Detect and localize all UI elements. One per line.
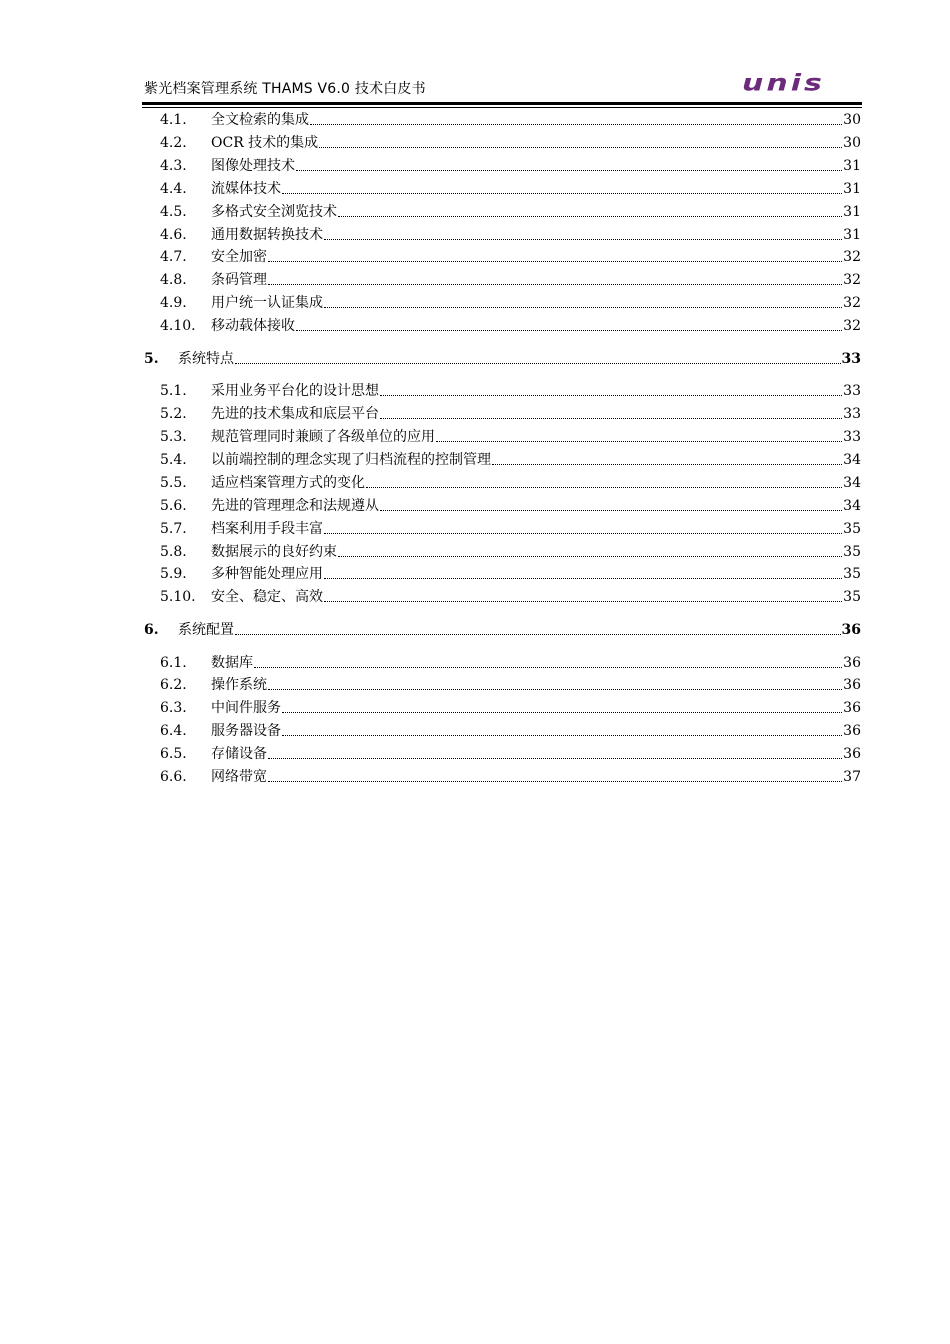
unis-logo: unis [742, 69, 825, 97]
toc-entry-page: 36 [843, 655, 861, 671]
toc-dot-leader [282, 711, 842, 713]
toc-dot-leader [282, 734, 842, 736]
toc-dot-leader [380, 417, 842, 419]
toc-entry[interactable] [160, 316, 861, 336]
toc-entry[interactable] [160, 225, 861, 245]
toc-dot-leader [324, 577, 842, 579]
toc-entry[interactable] [160, 675, 861, 695]
toc-entry-page: 36 [843, 700, 861, 716]
toc-entry-number: 4.8. [160, 272, 187, 288]
toc-entry[interactable] [160, 293, 861, 313]
toc-entry[interactable] [160, 653, 861, 673]
toc-entry[interactable] [160, 247, 861, 267]
toc-entry-title: 移动载体接收 [211, 318, 295, 334]
toc-dot-leader [324, 306, 842, 308]
toc-entry-page: 31 [843, 227, 861, 243]
toc-entry-number: 5.9. [160, 566, 187, 582]
toc-entry[interactable] [160, 698, 861, 718]
toc-entry-page: 36 [841, 622, 861, 638]
toc-entry-title: 多格式安全浏览技术 [211, 204, 337, 220]
toc-entry-title: 规范管理同时兼顾了各级单位的应用 [211, 429, 435, 445]
toc-entry-page: 33 [843, 383, 861, 399]
toc-entry-number: 5.4. [160, 452, 187, 468]
toc-entry-title: 用户统一认证集成 [211, 295, 323, 311]
toc-entry-page: 34 [843, 452, 861, 468]
toc-entry[interactable] [160, 404, 861, 424]
toc-entry-title: 存储设备 [211, 746, 267, 762]
toc-dot-leader [380, 394, 842, 396]
toc-entry-number: 6.4. [160, 723, 187, 739]
toc-entry[interactable] [160, 427, 861, 447]
toc-dot-leader [268, 780, 842, 782]
toc-dot-leader [268, 260, 842, 262]
toc-entry-page: 35 [843, 521, 861, 537]
toc-entry-title: 操作系统 [211, 677, 267, 693]
toc-dot-leader [324, 600, 842, 602]
toc-entry-title: 图像处理技术 [211, 158, 295, 174]
toc-entry-title: 适应档案管理方式的变化 [211, 475, 365, 491]
toc-entry-title: 网络带宽 [211, 769, 267, 785]
toc-entry-page: 35 [843, 589, 861, 605]
toc-entry-page: 33 [843, 406, 861, 422]
toc-dot-leader [338, 215, 842, 217]
toc-entry[interactable] [160, 156, 861, 176]
toc-entry[interactable] [160, 270, 861, 290]
toc-entry-title: 档案利用手段丰富 [211, 521, 323, 537]
toc-dot-leader [296, 329, 842, 331]
toc-entry-page: 32 [843, 318, 861, 334]
toc-entry[interactable] [160, 542, 861, 562]
toc-entry-page: 32 [843, 272, 861, 288]
toc-entry[interactable] [160, 473, 861, 493]
toc-entry-number: 5.8. [160, 544, 187, 560]
toc-entry-title: 服务器设备 [211, 723, 281, 739]
toc-entry-number: 4.3. [160, 158, 187, 174]
toc-entry[interactable] [160, 519, 861, 539]
toc-entry-page: 36 [843, 746, 861, 762]
toc-entry-number: 4.2. [160, 135, 187, 151]
toc-chapter-entry[interactable] [144, 349, 861, 369]
toc-entry-page: 33 [843, 429, 861, 445]
toc-entry[interactable] [160, 564, 861, 584]
toc-entry[interactable] [160, 587, 861, 607]
toc-entry-page: 32 [843, 249, 861, 265]
toc-entry-number: 5.6. [160, 498, 187, 514]
toc-entry-number: 6.3. [160, 700, 187, 716]
toc-entry-title: 数据展示的良好约束 [211, 544, 337, 560]
toc-entry-title: 流媒体技术 [211, 181, 281, 197]
toc-entry-page: 34 [843, 498, 861, 514]
toc-entry[interactable] [160, 450, 861, 470]
toc-entry-number: 4.4. [160, 181, 187, 197]
toc-entry[interactable] [160, 767, 861, 787]
toc-entry-title: 全文检索的集成 [211, 112, 309, 128]
toc-entry-number: 4.5. [160, 204, 187, 220]
toc-entry-number: 6.1. [160, 655, 187, 671]
toc-entry-title: 安全、稳定、高效 [211, 589, 323, 605]
toc-entry-number: 4.1. [160, 112, 187, 128]
toc-entry-number: 5.5. [160, 475, 187, 491]
toc-entry-page: 35 [843, 544, 861, 560]
toc-entry-number: 4.7. [160, 249, 187, 265]
toc-entry[interactable] [160, 133, 861, 153]
toc-dot-leader [268, 688, 842, 690]
toc-dot-leader [254, 666, 842, 668]
toc-entry-page: 31 [843, 158, 861, 174]
toc-entry-page: 34 [843, 475, 861, 491]
toc-entry-page: 31 [843, 204, 861, 220]
toc-entry-number: 4.6. [160, 227, 187, 243]
toc-entry-page: 30 [843, 135, 861, 151]
toc-entry-number: 5.3. [160, 429, 187, 445]
toc-entry-number: 4.10. [160, 318, 196, 334]
toc-entry-title: 数据库 [211, 655, 253, 671]
toc-entry[interactable] [160, 496, 861, 516]
header-rule-thin [142, 107, 862, 108]
toc-entry-page: 30 [843, 112, 861, 128]
toc-entry-number: 6.6. [160, 769, 187, 785]
toc-dot-leader [338, 555, 842, 557]
toc-entry-number: 5.2. [160, 406, 187, 422]
toc-entry[interactable] [160, 721, 861, 741]
toc-entry-title: 中间件服务 [211, 700, 281, 716]
toc-entry-title: 系统特点 [178, 351, 234, 367]
toc-entry-title: 安全加密 [211, 249, 267, 265]
toc-dot-leader [310, 123, 842, 125]
toc-dot-leader [282, 192, 842, 194]
toc-dot-leader [268, 757, 842, 759]
toc-entry-title: 通用数据转换技术 [211, 227, 323, 243]
toc-entry-title: 采用业务平台化的设计思想 [211, 383, 379, 399]
toc-entry-page: 35 [843, 566, 861, 582]
toc-chapter-entry[interactable] [144, 620, 861, 640]
toc-entry-page: 32 [843, 295, 861, 311]
toc-dot-leader [366, 486, 842, 488]
toc-entry[interactable] [160, 179, 861, 199]
toc-dot-leader [268, 283, 842, 285]
toc-entry-number: 5. [144, 351, 159, 367]
toc-entry-title: 先进的管理理念和法规遵从 [211, 498, 379, 514]
toc-entry-number: 5.10. [160, 589, 196, 605]
toc-dot-leader [492, 463, 842, 465]
toc-dot-leader [235, 633, 841, 635]
toc-dot-leader [324, 532, 842, 534]
toc-dot-leader [380, 509, 842, 511]
toc-dot-leader [436, 440, 842, 442]
toc-entry[interactable] [160, 110, 861, 130]
toc-entry-number: 6. [144, 622, 159, 638]
toc-entry-title: 多种智能处理应用 [211, 566, 323, 582]
toc-entry-title: OCR 技术的集成 [211, 135, 319, 151]
toc-entry[interactable] [160, 202, 861, 222]
toc-entry-page: 33 [841, 351, 861, 367]
toc-entry[interactable] [160, 381, 861, 401]
toc-entry-title: 以前端控制的理念实现了归档流程的控制管理 [211, 452, 491, 468]
toc-entry-number: 6.5. [160, 746, 187, 762]
toc-dot-leader [324, 238, 842, 240]
toc-entry-number: 4.9. [160, 295, 187, 311]
toc-entry-number: 5.1. [160, 383, 187, 399]
toc-entry-title: 条码管理 [211, 272, 267, 288]
toc-dot-leader [235, 362, 841, 364]
toc-entry-number: 6.2. [160, 677, 187, 693]
toc-entry-page: 36 [843, 677, 861, 693]
header-rule-thick [142, 102, 862, 105]
toc-entry-page: 31 [843, 181, 861, 197]
toc-entry[interactable] [160, 744, 861, 764]
document-header-title: 紫光档案管理系统 THAMS V6.0 技术白皮书 [144, 81, 426, 97]
toc-dot-leader [319, 146, 842, 148]
toc-entry-page: 36 [843, 723, 861, 739]
toc-entry-title: 系统配置 [178, 622, 234, 638]
toc-entry-page: 37 [843, 769, 861, 785]
toc-entry-title: 先进的技术集成和底层平台 [211, 406, 379, 422]
toc-dot-leader [296, 169, 842, 171]
toc-entry-number: 5.7. [160, 521, 187, 537]
